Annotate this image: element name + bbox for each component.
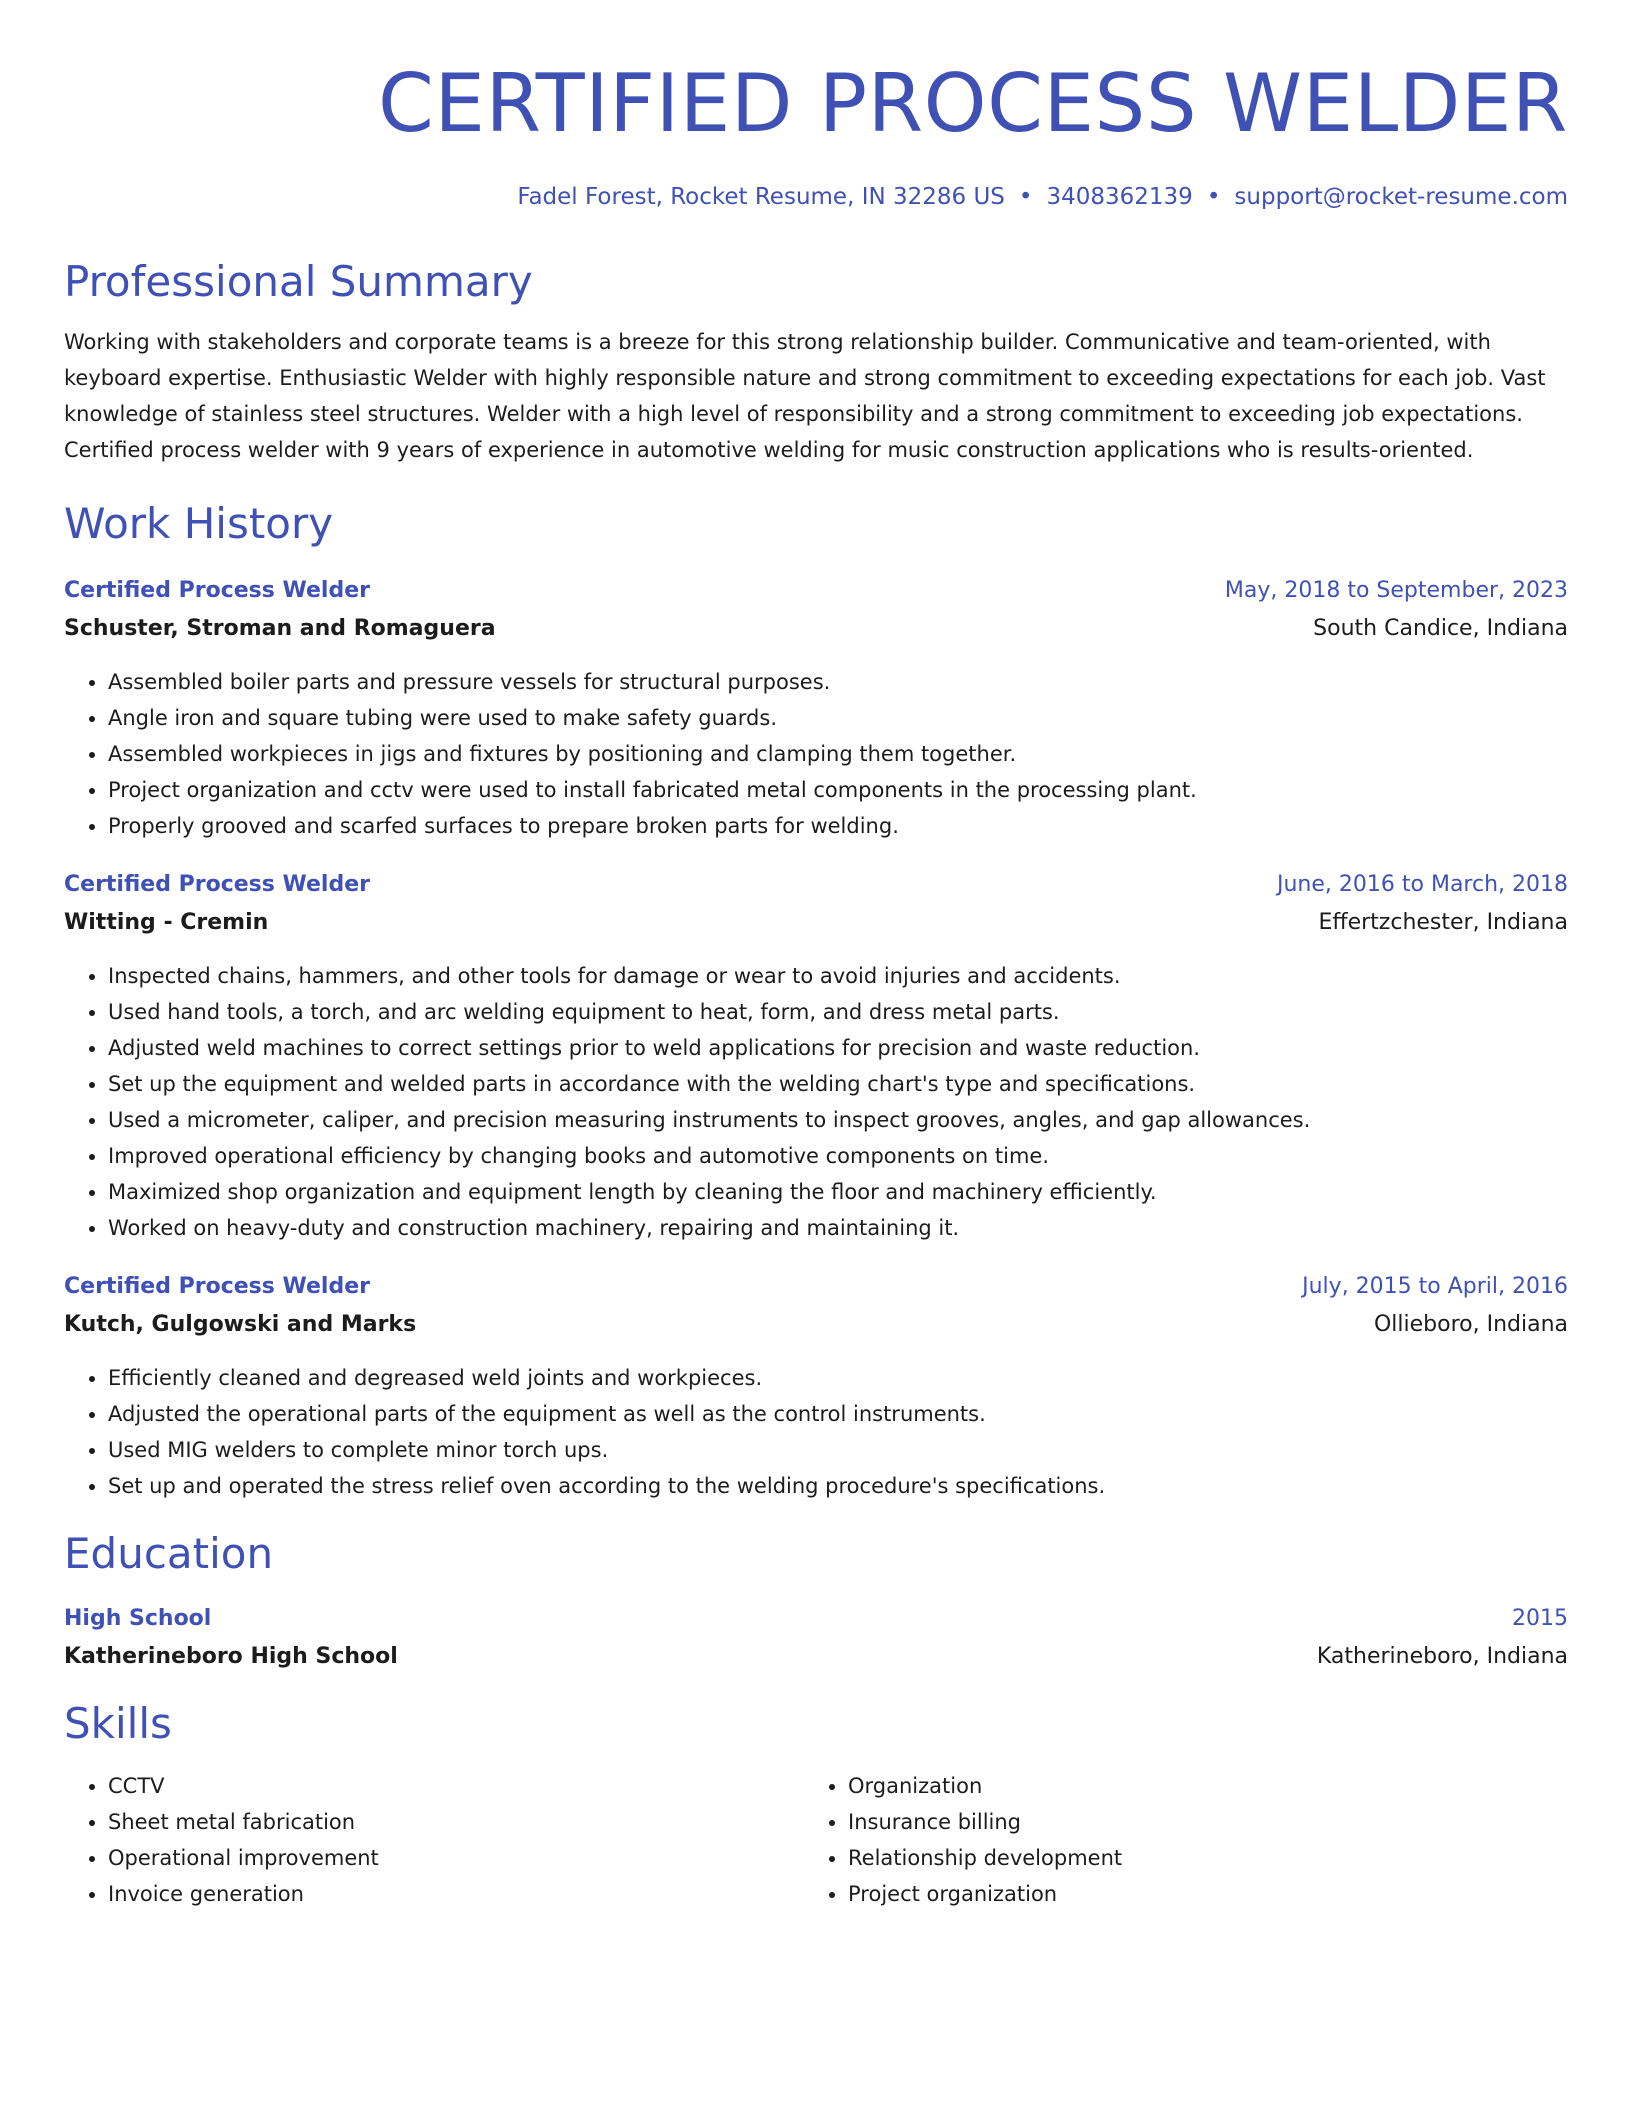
summary-heading: Professional Summary <box>64 257 533 306</box>
skills-heading: Skills <box>64 1699 172 1748</box>
job-bullet: • Inspected chains, hammers, and other tools for damage or wear to avoid injuries and accidents. <box>108 958 1568 994</box>
job-bullet: • Adjusted the operational parts of the equipment as well as the control instruments. <box>108 1396 1568 1432</box>
job-company: Kutch, Gulgowski and Marks <box>64 1312 417 1337</box>
candidate-name: CERTIFIED PROCESS WELDER <box>378 57 1568 150</box>
job-location: Effertzchester, Indiana <box>1318 910 1568 935</box>
education-degree-row <box>64 1600 1568 1638</box>
job-title: Certified Process Welder <box>64 872 370 897</box>
contact-address: Fadel Forest, Rocket Resume, IN 32286 US <box>517 184 1005 210</box>
job-bullet: • Improved operational efficiency by changing books and automotive components on time. <box>108 1138 1568 1174</box>
job-dates: May, 2018 to September, 2023 <box>1224 578 1568 603</box>
skills-list <box>64 1768 1568 1912</box>
job-bullet: • Used MIG welders to complete minor torch ups. <box>108 1432 1568 1468</box>
education-degree: High School <box>64 1606 212 1631</box>
skill-item: • CCTV <box>108 1768 804 1804</box>
job-bullet: • Worked on heavy-duty and construction machinery, repairing and maintaining it. <box>108 1210 1568 1246</box>
skills-column-right <box>804 1768 1544 1912</box>
job-bullet: • Properly grooved and scarfed surfaces to prepare broken parts for welding. <box>108 808 1568 844</box>
skill-item: • Relationship development <box>848 1840 1544 1876</box>
resume-header <box>64 56 1568 214</box>
job-bullet: • Used a micrometer, caliper, and precision measuring instruments to inspect grooves, angles, and gap allowances. <box>108 1102 1568 1138</box>
job-location: South Candice, Indiana <box>1313 616 1568 641</box>
job-dates: June, 2016 to March, 2018 <box>1277 872 1568 897</box>
education-year: 2015 <box>1512 1606 1568 1631</box>
work-history-heading: Work History <box>64 499 334 548</box>
job-dates: July, 2015 to April, 2016 <box>1302 1274 1568 1299</box>
job-bullet: • Angle iron and square tubing were used to make safety guards. <box>108 700 1568 736</box>
skills-column-left <box>64 1768 804 1912</box>
job-location: Ollieboro, Indiana <box>1373 1312 1568 1337</box>
job-bullet: • Adjusted weld machines to correct settings prior to weld applications for precision and waste reduction. <box>108 1030 1568 1066</box>
skill-item: • Organization <box>848 1768 1544 1804</box>
job-company-row <box>64 1306 1568 1344</box>
job-title-row <box>64 1268 1568 1306</box>
job-entry <box>64 572 1568 844</box>
job-company-row <box>64 904 1568 942</box>
job-bullet: • Maximized shop organization and equipment length by cleaning the floor and machinery efficiently. <box>108 1174 1568 1210</box>
job-bullets <box>64 664 1568 844</box>
skill-item: • Operational improvement <box>108 1840 804 1876</box>
skill-item: • Insurance billing <box>848 1804 1544 1840</box>
job-bullet: • Project organization and cctv were used to install fabricated metal components in the processing plant. <box>108 772 1568 808</box>
job-title: Certified Process Welder <box>64 1274 370 1299</box>
job-bullets <box>64 1360 1568 1504</box>
job-title-row <box>64 866 1568 904</box>
job-entry <box>64 866 1568 1246</box>
job-title-row <box>64 572 1568 610</box>
skill-item: • Project organization <box>848 1876 1544 1912</box>
skill-item: • Invoice generation <box>108 1876 804 1912</box>
contact-separator: • <box>1206 184 1221 210</box>
job-title: Certified Process Welder <box>64 578 370 603</box>
job-bullets <box>64 958 1568 1246</box>
skill-item: • Sheet metal fabrication <box>108 1804 804 1840</box>
job-bullet: • Assembled workpieces in jigs and fixtures by positioning and clamping them together. <box>108 736 1568 772</box>
education-school-row <box>64 1638 1568 1676</box>
job-company-row <box>64 610 1568 648</box>
job-bullet: • Set up the equipment and welded parts in accordance with the welding chart's type and specifications. <box>108 1066 1568 1102</box>
contact-separator: • <box>1018 184 1033 210</box>
contact-line <box>64 180 1568 214</box>
contact-phone: 3408362139 <box>1046 184 1193 210</box>
education-location: Katherineboro, Indiana <box>1316 1644 1568 1669</box>
job-bullet: • Used hand tools, a torch, and arc welding equipment to heat, form, and dress metal parts. <box>108 994 1568 1030</box>
contact-email: support@rocket-resume.com <box>1234 184 1568 210</box>
education-entry <box>64 1600 1568 1676</box>
summary-text: Working with stakeholders and corporate teams is a breeze for this strong relationship builder. Communicative and team-oriented, with keyboard expertise. Enthusiastic Welder with highly responsible nature and strong commitment to exceeding expectations for each job. Vast knowledge of stainless steel structures. Welder with a high level of responsibility and a strong commitment to exceeding job expectations. Certified process welder with 9 years of experience in automotive welding for music construction applications who is results-oriented. <box>64 330 1546 462</box>
job-company: Schuster, Stroman and Romaguera <box>64 616 496 641</box>
education-school: Katherineboro High School <box>64 1644 398 1669</box>
job-bullet: • Efficiently cleaned and degreased weld joints and workpieces. <box>108 1360 1568 1396</box>
job-bullet: • Set up and operated the stress relief oven according to the welding procedure's specifications. <box>108 1468 1568 1504</box>
job-bullet: • Assembled boiler parts and pressure vessels for structural purposes. <box>108 664 1568 700</box>
education-heading: Education <box>64 1529 274 1578</box>
job-company: Witting - Cremin <box>64 910 269 935</box>
job-entry <box>64 1268 1568 1504</box>
